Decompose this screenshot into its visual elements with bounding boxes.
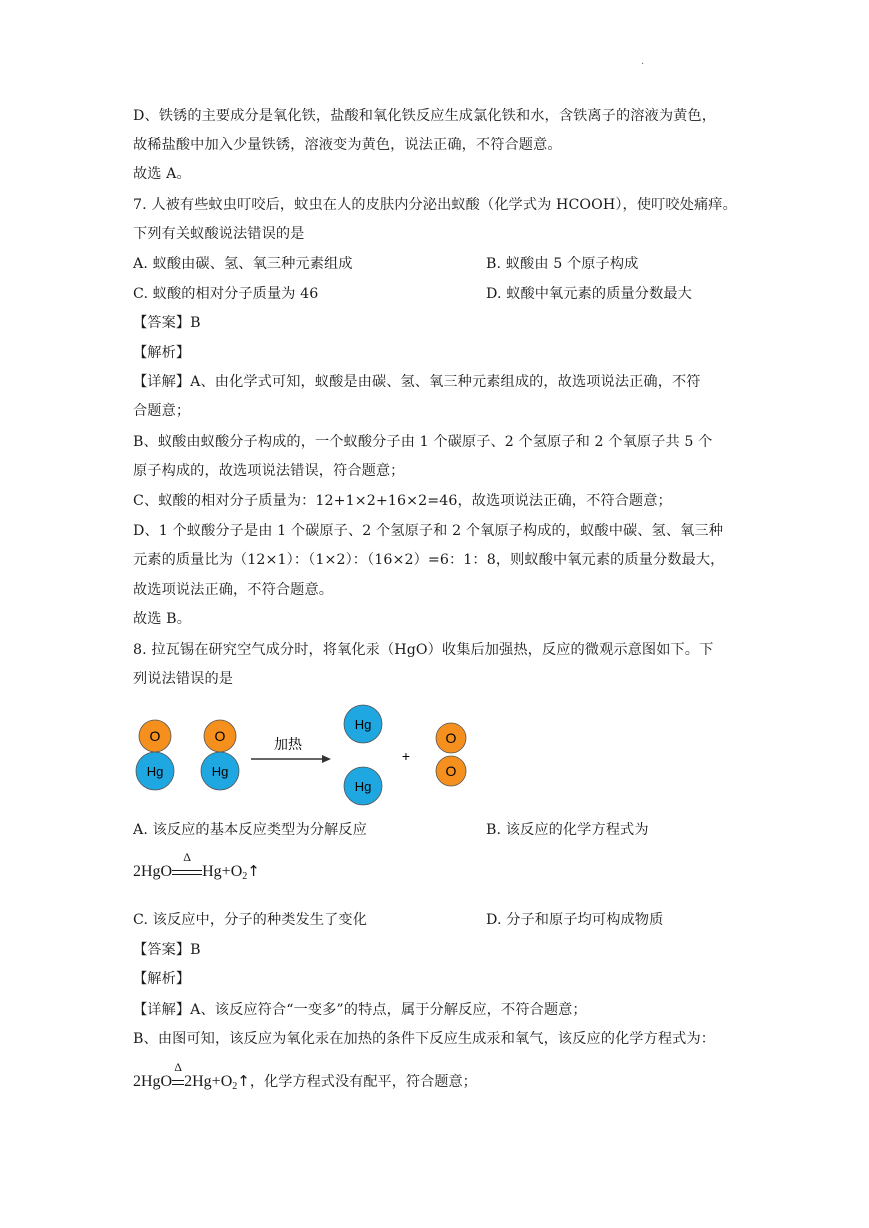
q7-detail-line: 【详解】A、由化学式可知，蚁酸是由碳、氢、氧三种元素组成的，故选项说法正确，不符 xyxy=(133,374,701,390)
reaction-condition xyxy=(172,1060,184,1091)
equation-detail-b xyxy=(133,1060,477,1092)
q7-option-d: D. 蚁酸中氧元素的质量分数最大 xyxy=(486,286,692,302)
q8-option-a: A. 该反应的基本反应类型为分解反应 xyxy=(133,822,367,838)
q8-option-d: D. 分子和原子均可构成物质 xyxy=(486,912,664,928)
equation-option-b xyxy=(133,850,260,882)
q7-option-b: B. 蚁酸由 5 个原子构成 xyxy=(486,256,639,272)
heat-symbol: Δ xyxy=(183,850,191,864)
mercury-products xyxy=(344,705,382,805)
equation-reactant: 2HgO xyxy=(133,1073,173,1090)
equation-products: Hg+O xyxy=(202,863,243,880)
q8-option-b: B. 该反应的化学方程式为 xyxy=(486,822,649,838)
q8-option-c: C. 该反应中，分子的种类发生了变化 xyxy=(133,912,367,928)
text-line: D、铁锈的主要成分是氧化铁，盐酸和氧化铁反应生成氯化铁和水，含铁离子的溶液为黄色， xyxy=(133,108,716,124)
q7-detail-line: 元素的质量比为（12×1）：（1×2）：（16×2）=6：1：8，则蚁酸中氧元素的质量分数最大， xyxy=(133,552,725,568)
text-line: 故稀盐酸中加入少量铁锈，溶液变为黄色，说法正确，不符合题意。 xyxy=(133,137,562,153)
question-8-stem: 列说法错误的是 xyxy=(133,671,234,687)
heat-symbol: Δ xyxy=(174,1060,182,1074)
hgo-molecule xyxy=(136,720,174,790)
q7-detail-line: 故选 B。 xyxy=(133,611,191,627)
heating-condition-label: 加热 xyxy=(274,736,302,752)
question-7-stem: 7. 人被有些蚊虫叮咬后，蚊虫在人的皮肤内分泌出蚁酸（化学式为 HCOOH），使叮咬处痛痒。 xyxy=(133,197,737,213)
q7-analysis-heading: 【解析】 xyxy=(133,345,191,361)
oxygen-label: O xyxy=(445,763,457,779)
q8-detail-line: 【详解】A、该反应符合“一变多”的特点，属于分解反应，不符合题意； xyxy=(133,1002,587,1018)
q8-answer: 【答案】B xyxy=(133,942,201,958)
oxygen-molecule xyxy=(436,723,466,786)
q7-answer: 【答案】B xyxy=(133,315,201,331)
reaction-arrow xyxy=(251,736,331,763)
question-8-stem: 8. 拉瓦锡在研究空气成分时，将氧化汞（HgO）收集后加强热，反应的微观示意图如下。下 xyxy=(133,642,714,658)
equation-comment: ，化学方程式没有配平，符合题意； xyxy=(249,1074,477,1090)
q7-detail-line: B、蚁酸由蚁酸分子构成的，一个蚁酸分子由 1 个碳原子、2 个氢原子和 2 个氧原子共 5 个 xyxy=(133,434,713,450)
hgo-molecule xyxy=(201,720,239,790)
q7-option-a: A. 蚁酸由碳、氢、氧三种元素组成 xyxy=(133,256,353,272)
mercury-label: Hg xyxy=(354,717,372,732)
mercury-label: Hg xyxy=(211,764,229,779)
mercury-label: Hg xyxy=(354,779,372,794)
oxygen-label: O xyxy=(214,728,226,744)
gas-arrow-icon: ↑ xyxy=(247,862,260,880)
gas-arrow-icon: ↑ xyxy=(237,1072,250,1090)
page-mark: . xyxy=(641,56,645,67)
reaction-condition xyxy=(172,850,202,881)
oxygen-label: O xyxy=(149,728,161,744)
q8-detail-line: B、由图可知，该反应为氧化汞在加热的条件下反应生成汞和氧气，该反应的化学方程式为： xyxy=(133,1031,716,1047)
equation-reactant: 2HgO xyxy=(133,863,173,880)
question-7-stem: 下列有关蚁酸说法错误的是 xyxy=(133,226,305,242)
mercury-label: Hg xyxy=(146,764,164,779)
q7-detail-line: 合题意； xyxy=(133,403,191,419)
equation-products: 2Hg+O xyxy=(184,1073,233,1090)
plus-sign: + xyxy=(401,748,411,764)
q8-analysis-heading: 【解析】 xyxy=(133,971,191,987)
oxygen-label: O xyxy=(445,730,457,746)
subscript: 2 xyxy=(232,1081,238,1092)
q7-option-c: C. 蚁酸的相对分子质量为 46 xyxy=(133,286,319,302)
q7-detail-line: 原子构成的，故选项说法错误，符合题意； xyxy=(133,463,405,479)
reaction-diagram xyxy=(125,700,485,812)
text-line: 故选 A。 xyxy=(133,166,191,182)
q7-detail-line: C、蚁酸的相对分子质量为：12+1×2+16×2=46，故选项说法正确，不符合题意； xyxy=(133,493,672,509)
q7-detail-line: D、1 个蚁酸分子是由 1 个碳原子、2 个氢原子和 2 个氧原子构成的，蚁酸中碳、氢、氧三种 xyxy=(133,523,723,539)
subscript: 2 xyxy=(242,871,248,882)
q7-detail-line: 故选项说法正确，不符合题意。 xyxy=(133,582,334,598)
